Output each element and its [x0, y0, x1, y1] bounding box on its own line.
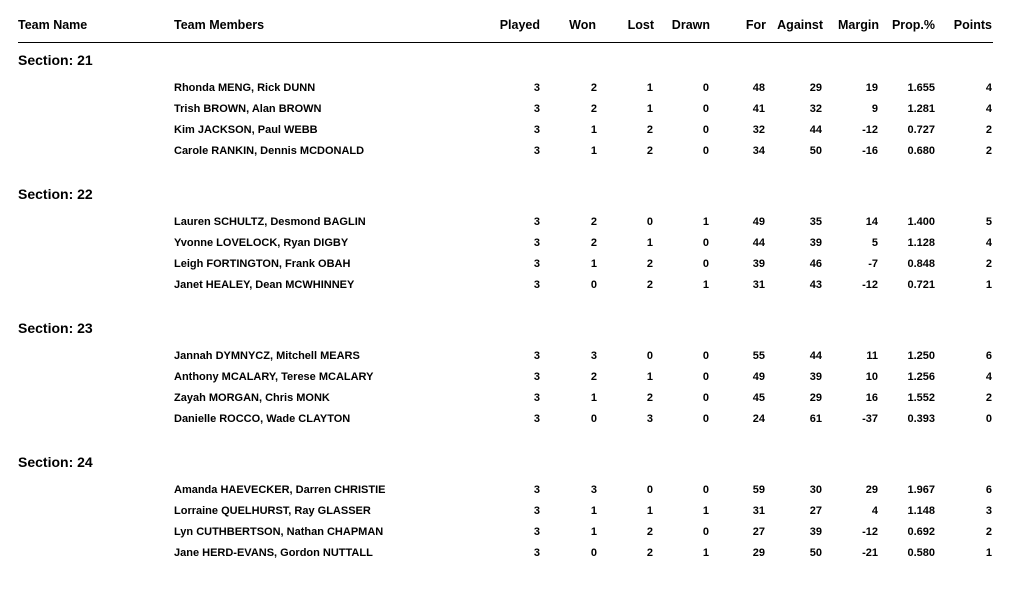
- lost-cell: 1: [646, 237, 653, 249]
- prop-cell: 0.721: [907, 279, 935, 291]
- header-drawn: Drawn: [671, 18, 710, 32]
- table-row: [0, 350, 1024, 370]
- for-cell: 55: [752, 350, 765, 362]
- played-cell: 3: [533, 350, 540, 362]
- lost-cell: 0: [646, 216, 653, 228]
- header-lost: Lost: [627, 18, 654, 32]
- table-row: [0, 124, 1024, 144]
- points-cell: 0: [985, 413, 992, 425]
- lost-cell: 2: [646, 526, 653, 538]
- won-cell: 2: [590, 371, 597, 383]
- drawn-cell: 0: [702, 145, 709, 157]
- against-cell: 39: [809, 526, 822, 538]
- played-cell: 3: [533, 279, 540, 291]
- for-cell: 34: [752, 145, 765, 157]
- against-cell: 29: [809, 392, 822, 404]
- against-cell: 43: [809, 279, 822, 291]
- played-cell: 3: [533, 526, 540, 538]
- lost-cell: 1: [646, 82, 653, 94]
- against-cell: 32: [809, 103, 822, 115]
- won-cell: 3: [590, 350, 597, 362]
- prop-cell: 1.128: [907, 237, 935, 249]
- for-cell: 29: [752, 547, 765, 559]
- lost-cell: 2: [646, 124, 653, 136]
- points-cell: 2: [985, 124, 992, 136]
- played-cell: 3: [533, 145, 540, 157]
- margin-cell: -12: [862, 124, 878, 136]
- table-row: [0, 526, 1024, 546]
- drawn-cell: 1: [702, 279, 709, 291]
- drawn-cell: 0: [702, 392, 709, 404]
- margin-cell: -16: [862, 145, 878, 157]
- won-cell: 1: [590, 392, 597, 404]
- drawn-cell: 0: [702, 103, 709, 115]
- prop-cell: 1.400: [907, 216, 935, 228]
- header-won: Won: [569, 18, 596, 32]
- header-played: Played: [499, 18, 540, 32]
- points-cell: 1: [985, 547, 992, 559]
- against-cell: 46: [809, 258, 822, 270]
- team-members-cell: Zayah MORGAN, Chris MONK: [174, 392, 330, 404]
- lost-cell: 2: [646, 392, 653, 404]
- against-cell: 27: [809, 505, 822, 517]
- prop-cell: 1.655: [907, 82, 935, 94]
- won-cell: 2: [590, 103, 597, 115]
- points-cell: 4: [985, 82, 992, 94]
- header-team-name: Team Name: [18, 18, 88, 32]
- played-cell: 3: [533, 82, 540, 94]
- header-against: Against: [777, 18, 823, 32]
- margin-cell: 9: [871, 103, 878, 115]
- played-cell: 3: [533, 237, 540, 249]
- drawn-cell: 0: [702, 371, 709, 383]
- table-row: [0, 413, 1024, 433]
- for-cell: 24: [752, 413, 765, 425]
- won-cell: 1: [590, 526, 597, 538]
- for-cell: 44: [752, 237, 765, 249]
- margin-cell: -7: [868, 258, 878, 270]
- lost-cell: 1: [646, 103, 653, 115]
- for-cell: 45: [752, 392, 765, 404]
- won-cell: 2: [590, 216, 597, 228]
- prop-cell: 1.281: [907, 103, 935, 115]
- points-cell: 5: [985, 216, 992, 228]
- section-title: Section: 22: [18, 186, 93, 202]
- section-title: Section: 21: [18, 52, 93, 68]
- for-cell: 31: [752, 279, 765, 291]
- margin-cell: -12: [862, 279, 878, 291]
- table-row: [0, 237, 1024, 257]
- drawn-cell: 0: [702, 82, 709, 94]
- prop-cell: 0.580: [907, 547, 935, 559]
- drawn-cell: 0: [702, 413, 709, 425]
- played-cell: 3: [533, 216, 540, 228]
- prop-cell: 1.256: [907, 371, 935, 383]
- points-cell: 3: [985, 505, 992, 517]
- won-cell: 2: [590, 237, 597, 249]
- points-cell: 2: [985, 392, 992, 404]
- points-cell: 4: [985, 237, 992, 249]
- team-members-cell: Lauren SCHULTZ, Desmond BAGLIN: [174, 216, 366, 228]
- against-cell: 50: [809, 547, 822, 559]
- table-row: [0, 145, 1024, 165]
- points-cell: 6: [985, 484, 992, 496]
- won-cell: 2: [590, 82, 597, 94]
- drawn-cell: 0: [702, 526, 709, 538]
- margin-cell: 4: [871, 505, 878, 517]
- for-cell: 39: [752, 258, 765, 270]
- lost-cell: 1: [646, 371, 653, 383]
- drawn-cell: 1: [702, 505, 709, 517]
- team-members-cell: Rhonda MENG, Rick DUNN: [174, 82, 316, 94]
- played-cell: 3: [533, 124, 540, 136]
- won-cell: 0: [590, 413, 597, 425]
- prop-cell: 0.393: [907, 413, 935, 425]
- lost-cell: 0: [646, 350, 653, 362]
- table-row: [0, 103, 1024, 123]
- table-row: [0, 258, 1024, 278]
- margin-cell: 19: [865, 82, 878, 94]
- won-cell: 1: [590, 124, 597, 136]
- for-cell: 49: [752, 216, 765, 228]
- drawn-cell: 0: [702, 484, 709, 496]
- team-members-cell: Anthony MCALARY, Terese MCALARY: [174, 371, 374, 383]
- team-members-cell: Amanda HAEVECKER, Darren CHRISTIE: [174, 484, 386, 496]
- points-cell: 1: [985, 279, 992, 291]
- lost-cell: 2: [646, 258, 653, 270]
- table-row: [0, 392, 1024, 412]
- team-members-cell: Yvonne LOVELOCK, Ryan DIGBY: [174, 237, 349, 249]
- played-cell: 3: [533, 258, 540, 270]
- drawn-cell: 0: [702, 124, 709, 136]
- margin-cell: 10: [865, 371, 878, 383]
- for-cell: 49: [752, 371, 765, 383]
- lost-cell: 2: [646, 279, 653, 291]
- against-cell: 44: [809, 350, 822, 362]
- won-cell: 3: [590, 484, 597, 496]
- for-cell: 31: [752, 505, 765, 517]
- table-row: [0, 216, 1024, 236]
- drawn-cell: 0: [702, 237, 709, 249]
- table-row: [0, 484, 1024, 504]
- against-cell: 44: [809, 124, 822, 136]
- prop-cell: 0.680: [907, 145, 935, 157]
- played-cell: 3: [533, 505, 540, 517]
- margin-cell: 16: [865, 392, 878, 404]
- lost-cell: 2: [646, 145, 653, 157]
- team-members-cell: Lyn CUTHBERTSON, Nathan CHAPMAN: [174, 526, 384, 538]
- margin-cell: 11: [866, 350, 878, 362]
- header-for: For: [745, 18, 766, 32]
- table-row: [0, 505, 1024, 525]
- lost-cell: 3: [646, 413, 653, 425]
- against-cell: 39: [809, 237, 822, 249]
- against-cell: 35: [809, 216, 822, 228]
- against-cell: 29: [809, 82, 822, 94]
- won-cell: 0: [590, 279, 597, 291]
- prop-cell: 0.727: [907, 124, 935, 136]
- for-cell: 59: [752, 484, 765, 496]
- drawn-cell: 1: [702, 216, 709, 228]
- prop-cell: 0.848: [907, 258, 935, 270]
- prop-cell: 1.552: [907, 392, 935, 404]
- played-cell: 3: [533, 484, 540, 496]
- played-cell: 3: [533, 371, 540, 383]
- played-cell: 3: [533, 547, 540, 559]
- points-cell: 2: [985, 526, 992, 538]
- points-cell: 2: [985, 258, 992, 270]
- section-title: Section: 23: [18, 320, 93, 336]
- for-cell: 41: [752, 103, 765, 115]
- team-members-cell: Trish BROWN, Alan BROWN: [174, 103, 322, 115]
- against-cell: 50: [809, 145, 822, 157]
- table-row: [0, 279, 1024, 299]
- team-members-cell: Danielle ROCCO, Wade CLAYTON: [174, 413, 351, 425]
- against-cell: 61: [809, 413, 822, 425]
- points-cell: 2: [985, 145, 992, 157]
- team-members-cell: Kim JACKSON, Paul WEBB: [174, 124, 318, 136]
- for-cell: 32: [752, 124, 765, 136]
- margin-cell: 29: [865, 484, 878, 496]
- lost-cell: 0: [646, 484, 653, 496]
- table-row: [0, 547, 1024, 567]
- points-cell: 4: [985, 103, 992, 115]
- prop-cell: 1.148: [907, 505, 935, 517]
- lost-cell: 1: [646, 505, 653, 517]
- team-members-cell: Carole RANKIN, Dennis MCDONALD: [174, 145, 365, 157]
- lost-cell: 2: [646, 547, 653, 559]
- section-title: Section: 24: [18, 454, 93, 470]
- team-members-cell: Jane HERD-EVANS, Gordon NUTTALL: [174, 547, 373, 559]
- margin-cell: -21: [862, 547, 878, 559]
- team-members-cell: Leigh FORTINGTON, Frank OBAH: [174, 258, 351, 270]
- played-cell: 3: [533, 103, 540, 115]
- margin-cell: -37: [862, 413, 878, 425]
- prop-cell: 1.967: [907, 484, 935, 496]
- points-cell: 6: [985, 350, 992, 362]
- against-cell: 39: [809, 371, 822, 383]
- drawn-cell: 0: [702, 258, 709, 270]
- won-cell: 0: [590, 547, 597, 559]
- won-cell: 1: [590, 145, 597, 157]
- for-cell: 27: [752, 526, 765, 538]
- prop-cell: 0.692: [907, 526, 935, 538]
- for-cell: 48: [752, 82, 765, 94]
- margin-cell: 14: [865, 216, 878, 228]
- margin-cell: 5: [871, 237, 878, 249]
- prop-cell: 1.250: [907, 350, 935, 362]
- drawn-cell: 1: [702, 547, 709, 559]
- table-row: [0, 82, 1024, 102]
- points-cell: 4: [985, 371, 992, 383]
- header-points: Points: [953, 18, 992, 32]
- won-cell: 1: [590, 258, 597, 270]
- header-margin: Margin: [838, 18, 879, 32]
- drawn-cell: 0: [702, 350, 709, 362]
- header-team-members: Team Members: [174, 18, 265, 32]
- team-members-cell: Janet HEALEY, Dean MCWHINNEY: [174, 279, 355, 291]
- table-row: [0, 371, 1024, 391]
- against-cell: 30: [809, 484, 822, 496]
- played-cell: 3: [533, 413, 540, 425]
- team-members-cell: Lorraine QUELHURST, Ray GLASSER: [174, 505, 371, 517]
- margin-cell: -12: [862, 526, 878, 538]
- header-prop: Prop.%: [891, 18, 935, 32]
- header-divider: [18, 42, 993, 43]
- won-cell: 1: [590, 505, 597, 517]
- played-cell: 3: [533, 392, 540, 404]
- team-members-cell: Jannah DYMNYCZ, Mitchell MEARS: [174, 350, 360, 362]
